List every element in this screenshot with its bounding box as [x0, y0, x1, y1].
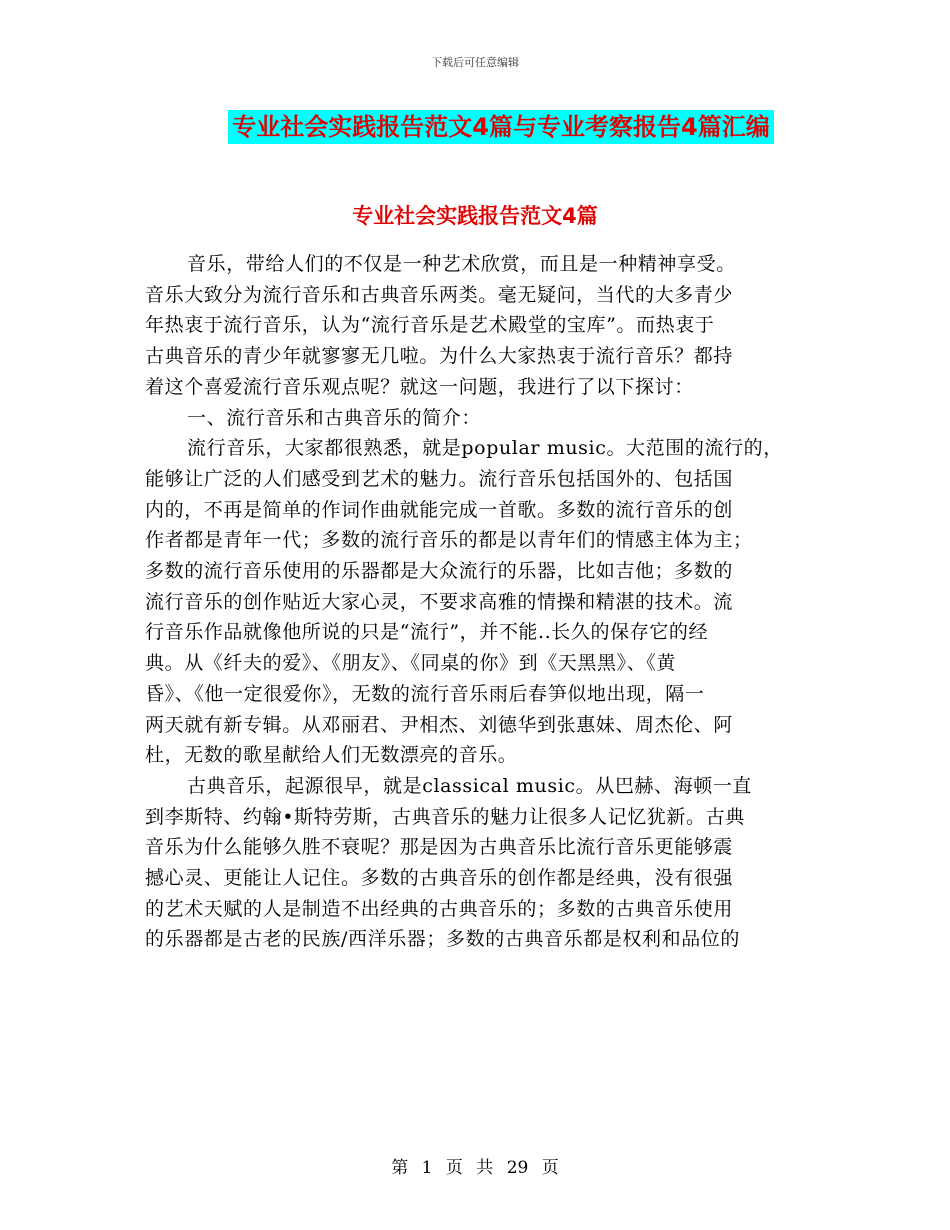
text-line: 的艺术天赋的人是制造不出经典的古典音乐的；多数的古典音乐使用 — [145, 897, 734, 920]
text-line: 流行音乐的创作贴近大家心灵，不要求高雅的情操和精湛的技术。流 — [145, 590, 734, 613]
text-line: 内的，不再是简单的作词作曲就能完成一首歌。多数的流行音乐的创 — [145, 498, 734, 521]
text-line: 撼心灵、更能让人记住。多数的古典音乐的创作都是经典，没有很强 — [145, 867, 734, 890]
text-line: 音乐为什么能够久胜不衰呢？那是因为古典音乐比流行音乐更能够震 — [145, 836, 734, 859]
subheading-line: 一、流行音乐和古典音乐的简介： — [187, 406, 482, 429]
section-title: 专业社会实践报告范文4篇 — [352, 204, 598, 228]
text-line: 昏》、《他一定很爱你》，无数的流行音乐雨后春笋似地出现，隔一 — [145, 682, 705, 705]
text-line: 作者都是青年一代；多数的流行音乐的都是以青年们的情感主体为主； — [145, 529, 753, 552]
text-line: 音乐大致分为流行音乐和古典音乐两类。毫无疑问，当代的大多青少 — [145, 283, 734, 306]
header-note: 下载后可任意编辑 — [431, 56, 519, 69]
main-title-container — [0, 110, 950, 144]
body-text — [145, 249, 815, 955]
text-line: 古典音乐，起源很早，就是classical music。从巴赫、海顿一直 — [187, 774, 753, 797]
text-line: 着这个喜爱流行音乐观点呢？就这一问题，我进行了以下探讨： — [145, 375, 694, 398]
text-line: 古典音乐的青少年就寥寥无几啦。为什么大家热衷于流行音乐？都持 — [145, 345, 734, 368]
text-line: 流行音乐，大家都很熟悉，就是popular music。大范围的流行的， — [187, 437, 783, 460]
text-line: 多数的流行音乐使用的乐器都是大众流行的乐器，比如吉他；多数的 — [145, 560, 734, 583]
text-line: 杜，无数的歌星献给人们无数漂亮的音乐。 — [145, 744, 518, 767]
text-line: 典。从《纤夫的爱》、《朋友》、《同桌的你》到《天黑黑》、《黄 — [145, 652, 677, 675]
text-line: 年热衷于流行音乐，认为“流行音乐是艺术殿堂的宝库”。而热衷于 — [145, 314, 715, 337]
text-line: 的乐器都是古老的民族/西洋乐器；多数的古典音乐都是权利和品位的 — [145, 928, 741, 951]
main-title: 专业社会实践报告范文4篇与专业考察报告4篇汇编 — [228, 110, 773, 144]
page-number: 第 1 页 共 29 页 — [391, 1158, 559, 1178]
text-line: 到李斯特、约翰•斯特劳斯，古典音乐的魅力让很多人记忆犹新。古典 — [145, 805, 745, 828]
text-line: 行音乐作品就像他所说的只是“流行”，并不能..长久的保存它的经 — [145, 621, 709, 644]
text-line: 两天就有新专辑。从邓丽君、尹相杰、刘德华到张惠妹、周杰伦、阿 — [145, 713, 734, 736]
text-line: 音乐，带给人们的不仅是一种艺术欣赏，而且是一种精神享受。 — [187, 253, 736, 275]
text-line: 能够让广泛的人们感受到艺术的魅力。流行音乐包括国外的、包括国 — [145, 467, 734, 490]
